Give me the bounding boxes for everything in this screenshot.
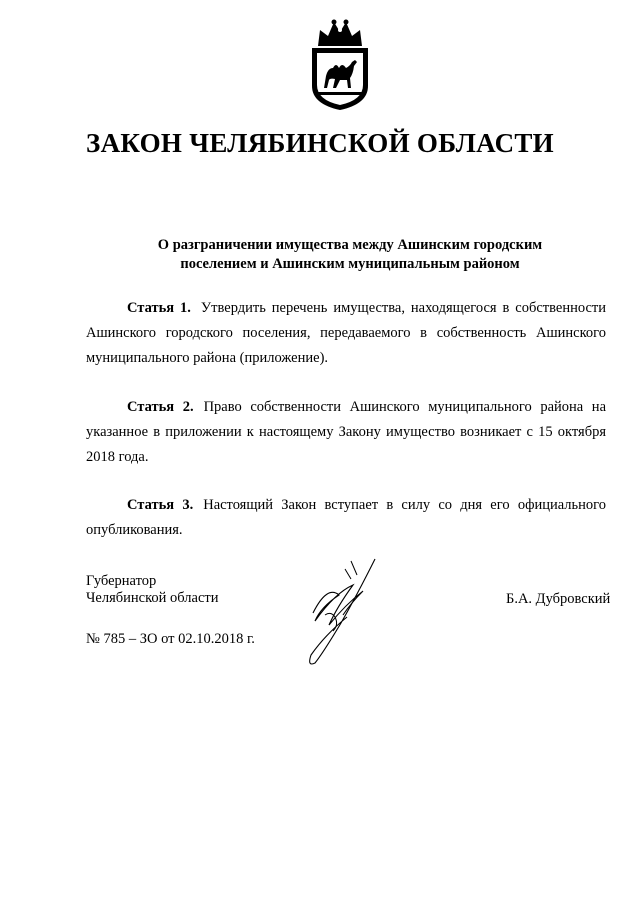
article-1 — [86, 296, 606, 371]
governor-position-line-1: Губернатор — [86, 573, 157, 589]
article-label: Статья 3. — [127, 497, 194, 513]
subject-line-2: поселением и Ашинским муниципальным районом — [180, 256, 520, 272]
article-text: Право собственности Ашинского муниципального района на указанное в приложении к настоящему Закону имущество возникает с 15 октября 2018 года. — [86, 399, 607, 465]
governor-signature — [285, 555, 385, 670]
law-number: № 785 – ЗО от 02.10.2018 г. — [86, 631, 255, 647]
article-text: Настоящий Закон вступает в силу со дня его официального опубликования. — [86, 497, 607, 538]
governor-position-line-2: Челябинской области — [86, 590, 219, 606]
law-subject — [80, 236, 620, 274]
chelyabinsk-coat-of-arms-icon — [300, 16, 380, 112]
article-label: Статья 2. — [127, 399, 194, 415]
law-title: ЗАКОН ЧЕЛЯБИНСКОЙ ОБЛАСТИ — [86, 128, 554, 158]
article-text: Утвердить перечень имущества, находящегося в собственности Ашинского городского поселения, передаваемого в собственность Ашинского муниципального района (приложение). — [86, 300, 607, 366]
article-2 — [86, 395, 606, 470]
article-3 — [86, 493, 606, 543]
governor-name: Б.А. Дубровский — [506, 591, 611, 607]
subject-line-1: О разграничении имущества между Ашинским городским — [157, 237, 543, 253]
article-label: Статья 1. — [127, 300, 191, 316]
governor-position — [86, 573, 219, 607]
